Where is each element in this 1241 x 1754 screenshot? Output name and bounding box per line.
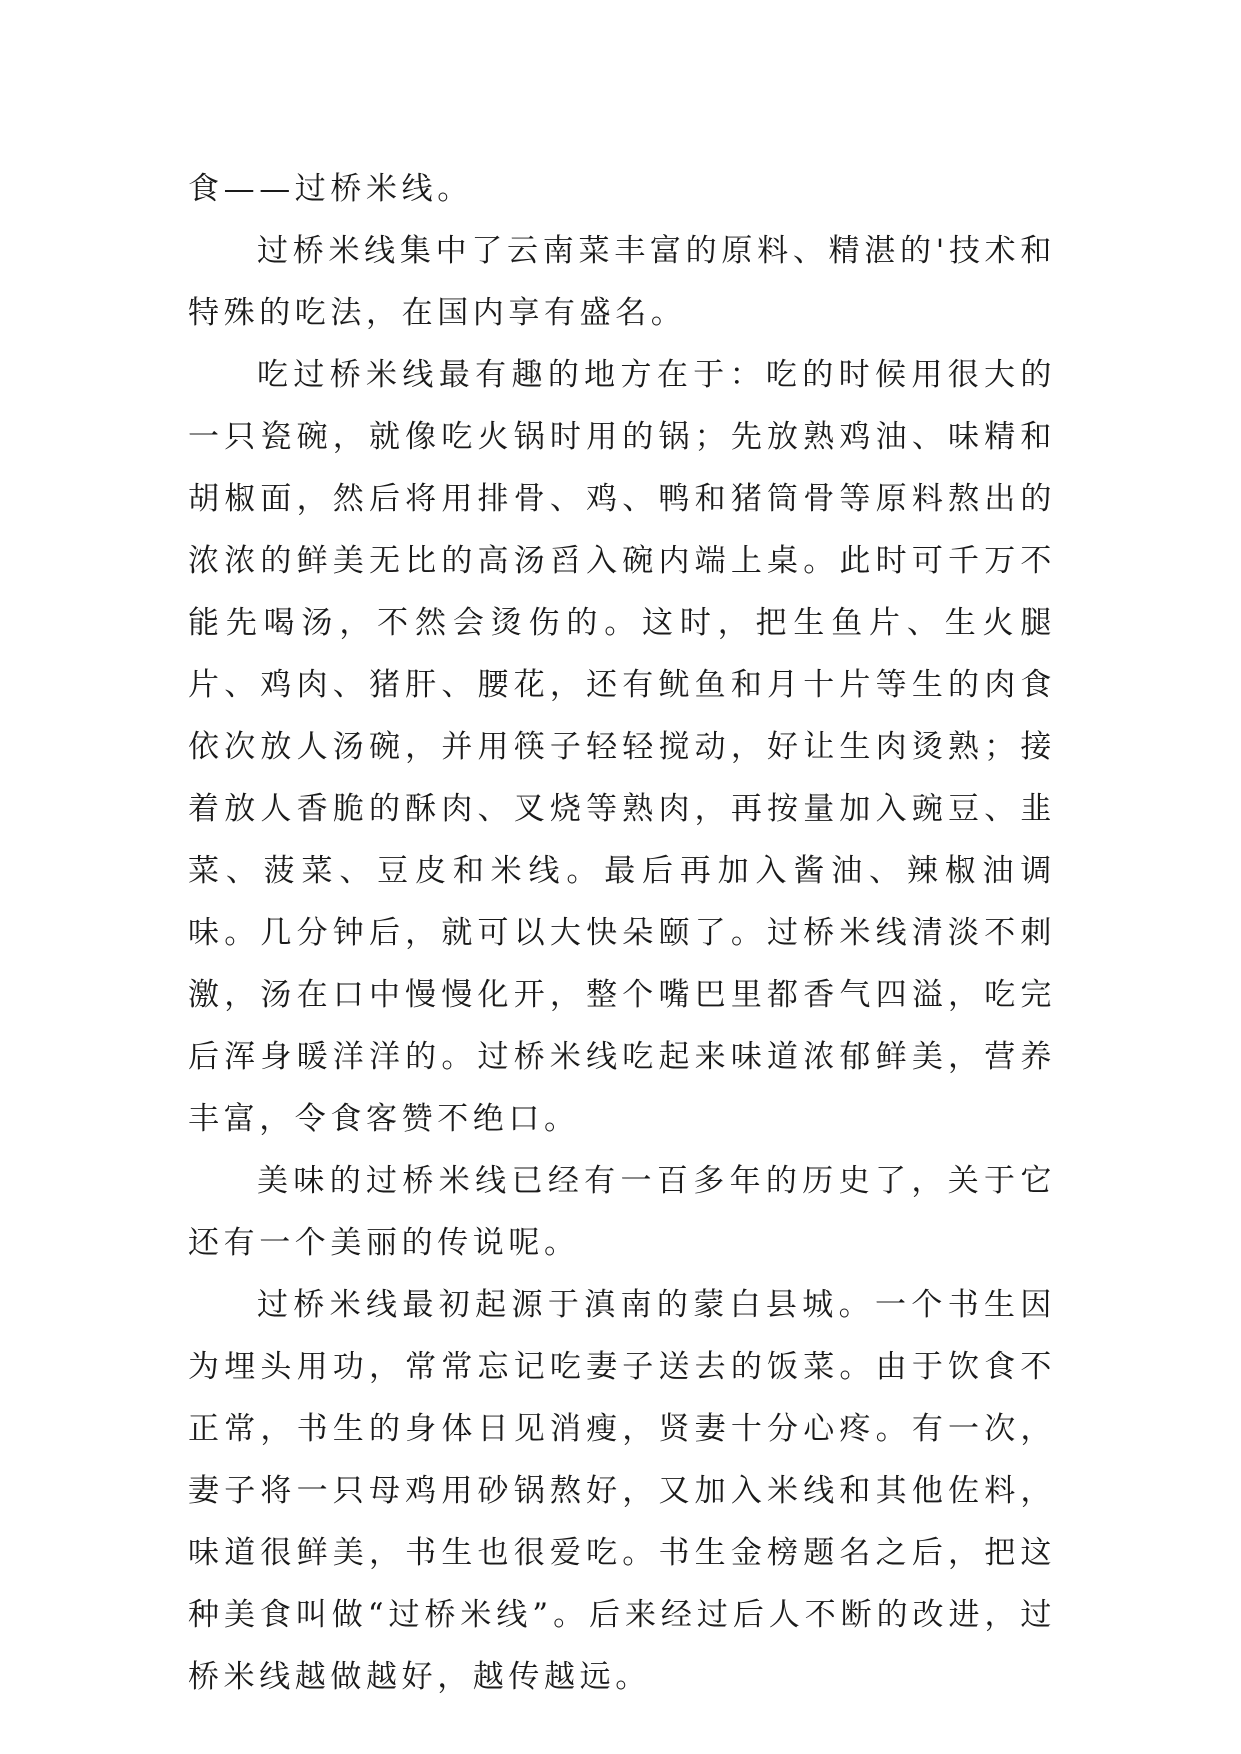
paragraph-legend: 过桥米线最初起源于滇南的蒙白县城。一个书生因为埋头用功，常常忘记吃妻子送去的饭菜。由于饮食不正常，书生的身体日见消瘦，贤妻十分心疼。有一次，妻子将一只母鸡用砂锅熬好，又加入米线和其他佐料，味道很鲜美，书生也很爱吃。书生金榜题名之后，把这种美食叫做“过桥米线”。后来经过后人不断的改进，过桥米线越做越好，越传越远。 (188, 1287, 1056, 1695)
paragraph-history: 美味的过桥米线已经有一百多年的历史了，关于它还有一个美丽的传说呢。 (188, 1163, 1056, 1261)
paragraph-continuation: 食——过桥米线。 (188, 171, 473, 207)
paragraph-how-to-eat: 吃过桥米线最有趣的地方在于：吃的时候用很大的一只瓷碗，就像吃火锅时用的锅；先放熟鸡油、味精和胡椒面，然后将用排骨、鸡、鸭和猪筒骨等原料熬出的浓浓的鲜美无比的高汤舀入碗内端上桌。此时可千万不能先喝汤，不然会烫伤的。这时，把生鱼片、生火腿片、鸡肉、猪肝、腰花，还有鱿鱼和月十片等生的肉食依次放人汤碗，并用筷子轻轻搅动，好让生肉烫熟；接着放人香脆的酥肉、叉烧等熟肉，再按量加入豌豆、韭菜、菠菜、豆皮和米线。最后再加入酱油、辣椒油调味。几分钟后，就可以大快朵颐了。过桥米线清淡不刺激，汤在口中慢慢化开，整个嘴巴里都香气四溢，吃完后浑身暖洋洋的。过桥米线吃起来味道浓郁鲜美，营养丰富，令食客赞不绝口。 (188, 357, 1056, 1137)
document-body (188, 158, 1056, 1708)
paragraph-intro: 过桥米线集中了云南菜丰富的原料、精湛的'技术和特殊的吃法，在国内享有盛名。 (188, 233, 1056, 331)
